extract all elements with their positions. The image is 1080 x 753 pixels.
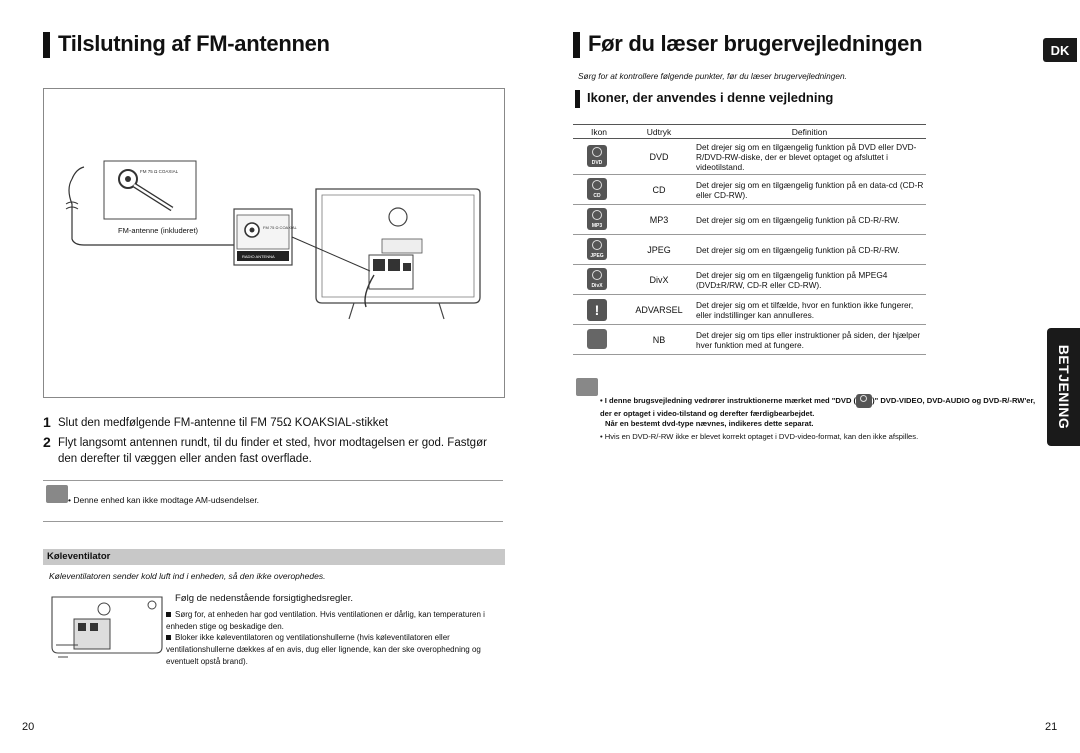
radio-antenna-label: RADIO ANTENNA — [242, 254, 275, 259]
row-expression: DVD — [625, 139, 693, 175]
table-row — [573, 265, 926, 295]
header-icon: Ikon — [573, 125, 625, 139]
table-row — [573, 175, 926, 205]
row-expression: JPEG — [625, 235, 693, 265]
dvd-icon — [856, 394, 872, 408]
page-title-right: Før du læser brugervejledningen — [588, 31, 923, 56]
page-title-left: Tilslutning af FM-antennen — [58, 31, 330, 56]
fm-antenna-label: FM-antenne (inkluderet) — [118, 226, 199, 235]
title-bar-right — [573, 32, 580, 58]
step-2 — [43, 434, 498, 467]
antenna-connection-illustration — [44, 89, 506, 399]
dvd-icon: DVD — [587, 145, 607, 167]
dvd-note — [600, 394, 1040, 420]
subtitle-bar — [575, 90, 580, 108]
mp3-icon: MP3 — [587, 208, 607, 230]
dvd-note-part-1: • I denne brugsvejledning vedrører instruktionerne mærket med "DVD ( — [600, 396, 857, 405]
row-expression: CD — [625, 175, 693, 205]
cooling-bullet-2 — [166, 631, 510, 667]
row-expression: DivX — [625, 265, 693, 295]
cooling-bullet-1-text: Sørg for, at enheden har god ventilation. Hvis ventilationen er dårlig, kan temperaturen i enheden stige og beskadige den. — [166, 610, 485, 631]
page-number-left: 20 — [22, 721, 35, 733]
row-definition: Det drejer sig om en tilgængelig funktion på CD-R/-RW. — [693, 235, 926, 265]
row-definition: Det drejer sig om en tilgængelig funktion på CD-R/-RW. — [693, 205, 926, 235]
row-expression: MP3 — [625, 205, 693, 235]
table-row — [573, 139, 926, 175]
table-header-row — [573, 125, 926, 139]
table-row — [573, 205, 926, 235]
page-number-right: 21 — [1045, 721, 1058, 733]
language-badge: DK — [1043, 38, 1077, 62]
antenna-diagram — [43, 88, 505, 398]
icons-table — [573, 124, 926, 355]
row-expression: ADVARSEL — [625, 295, 693, 325]
divider — [43, 480, 503, 481]
side-tab-label: BETJENING — [1055, 344, 1072, 430]
table-row — [573, 325, 926, 355]
step-1 — [43, 414, 508, 431]
row-definition: Det drejer sig om en tilgængelig funktion på MPEG4 (DVD±R/RW, CD-R eller CD-RW). — [693, 265, 926, 295]
dvd-note-part-2: )" DVD-VIDEO, DVD-AUDIO og DVD-R/-RW'er, der er optaget i video-tilstand og derefter færdigbearbejdet. — [600, 396, 1036, 418]
cooling-bullet-1 — [166, 608, 510, 632]
header-expression: Udtryk — [625, 125, 693, 139]
subtitle: Ikoner, der anvendes i denne vejledning — [587, 90, 834, 105]
header-definition: Definition — [693, 125, 926, 139]
title-bar-left — [43, 32, 50, 58]
table-row — [573, 235, 926, 265]
side-tab-operation — [1047, 328, 1080, 446]
row-definition: Det drejer sig om en tilgængelig funktion på en data-cd (CD-R eller CD-RW). — [693, 175, 926, 205]
dvd-format-note: • Hvis en DVD-R/-RW ikke er blevet korrekt optaget i DVD-video-format, kan den ikke afspilles. — [600, 432, 919, 441]
row-definition: Det drejer sig om en tilgængelig funktion på DVD eller DVD-R/DVD-RW-diske, der er blevet optaget og afsluttet i videotilstand. — [693, 139, 926, 175]
bullet-square-icon — [166, 635, 171, 640]
row-expression: NB — [625, 325, 693, 355]
intro-text: Sørg for at kontrollere følgende punkter, før du læser brugervejledningen. — [578, 71, 847, 81]
row-definition: Det drejer sig om tips eller instruktioner på siden, der hjælper hver funktion med at fungere. — [693, 325, 926, 355]
step-1-text: Slut den medfølgende FM-antenne til FM 75Ω KOAKSIAL-stikket — [58, 417, 389, 429]
row-definition: Det drejer sig om et tilfælde, hvor en funktion ikke fungerer, eller indstillinger kan annulleres. — [693, 295, 926, 325]
jpeg-icon: JPEG — [587, 238, 607, 260]
cooling-fan-header: Køleventilator — [43, 549, 505, 565]
note-pencil-icon — [46, 485, 68, 503]
table-row — [573, 295, 926, 325]
step-1-number: 1 — [43, 414, 51, 430]
dvd-type-note: Når en bestemt dvd-type nævnes, indikeres dette separat. — [605, 419, 814, 428]
cooling-bullet-2-text: Bloker ikke køleventilatoren og ventilationshullerne (hvis køleventilatoren eller ventilationshullerne dækkes af en avis, dug eller lignende, kan der ske overophedning og eventuelt opstå brand). — [166, 633, 481, 666]
step-2-number: 2 — [43, 434, 51, 450]
cooling-intro: Køleventilatoren sender kold luft ind i enheden, så den ikke overophedes. — [49, 571, 326, 581]
note-pencil-icon — [587, 329, 607, 349]
cooling-follow-text: Følg de nedenstående forsigtighedsregler. — [175, 593, 353, 604]
divx-icon: DivX — [587, 268, 607, 290]
warning-icon: ! — [587, 299, 607, 321]
step-2-text: Flyt langsomt antennen rundt, til du finder et sted, hvor modtagelsen er god. Fastgør den derefter til væggen eller anden fast overflade. — [58, 437, 487, 465]
bullet-square-icon — [166, 612, 171, 617]
am-note: • Denne enhed kan ikke modtage AM-udsendelser. — [68, 495, 260, 505]
connector-label-1: FM 75 Ω COAXIAL — [140, 169, 179, 174]
cd-icon: CD — [587, 178, 607, 200]
cooling-fan-illustration — [48, 595, 166, 659]
divider — [43, 521, 503, 522]
note-pencil-icon — [576, 378, 598, 396]
connector-label-2: FM 75 Ω COAXIAL — [263, 225, 297, 230]
